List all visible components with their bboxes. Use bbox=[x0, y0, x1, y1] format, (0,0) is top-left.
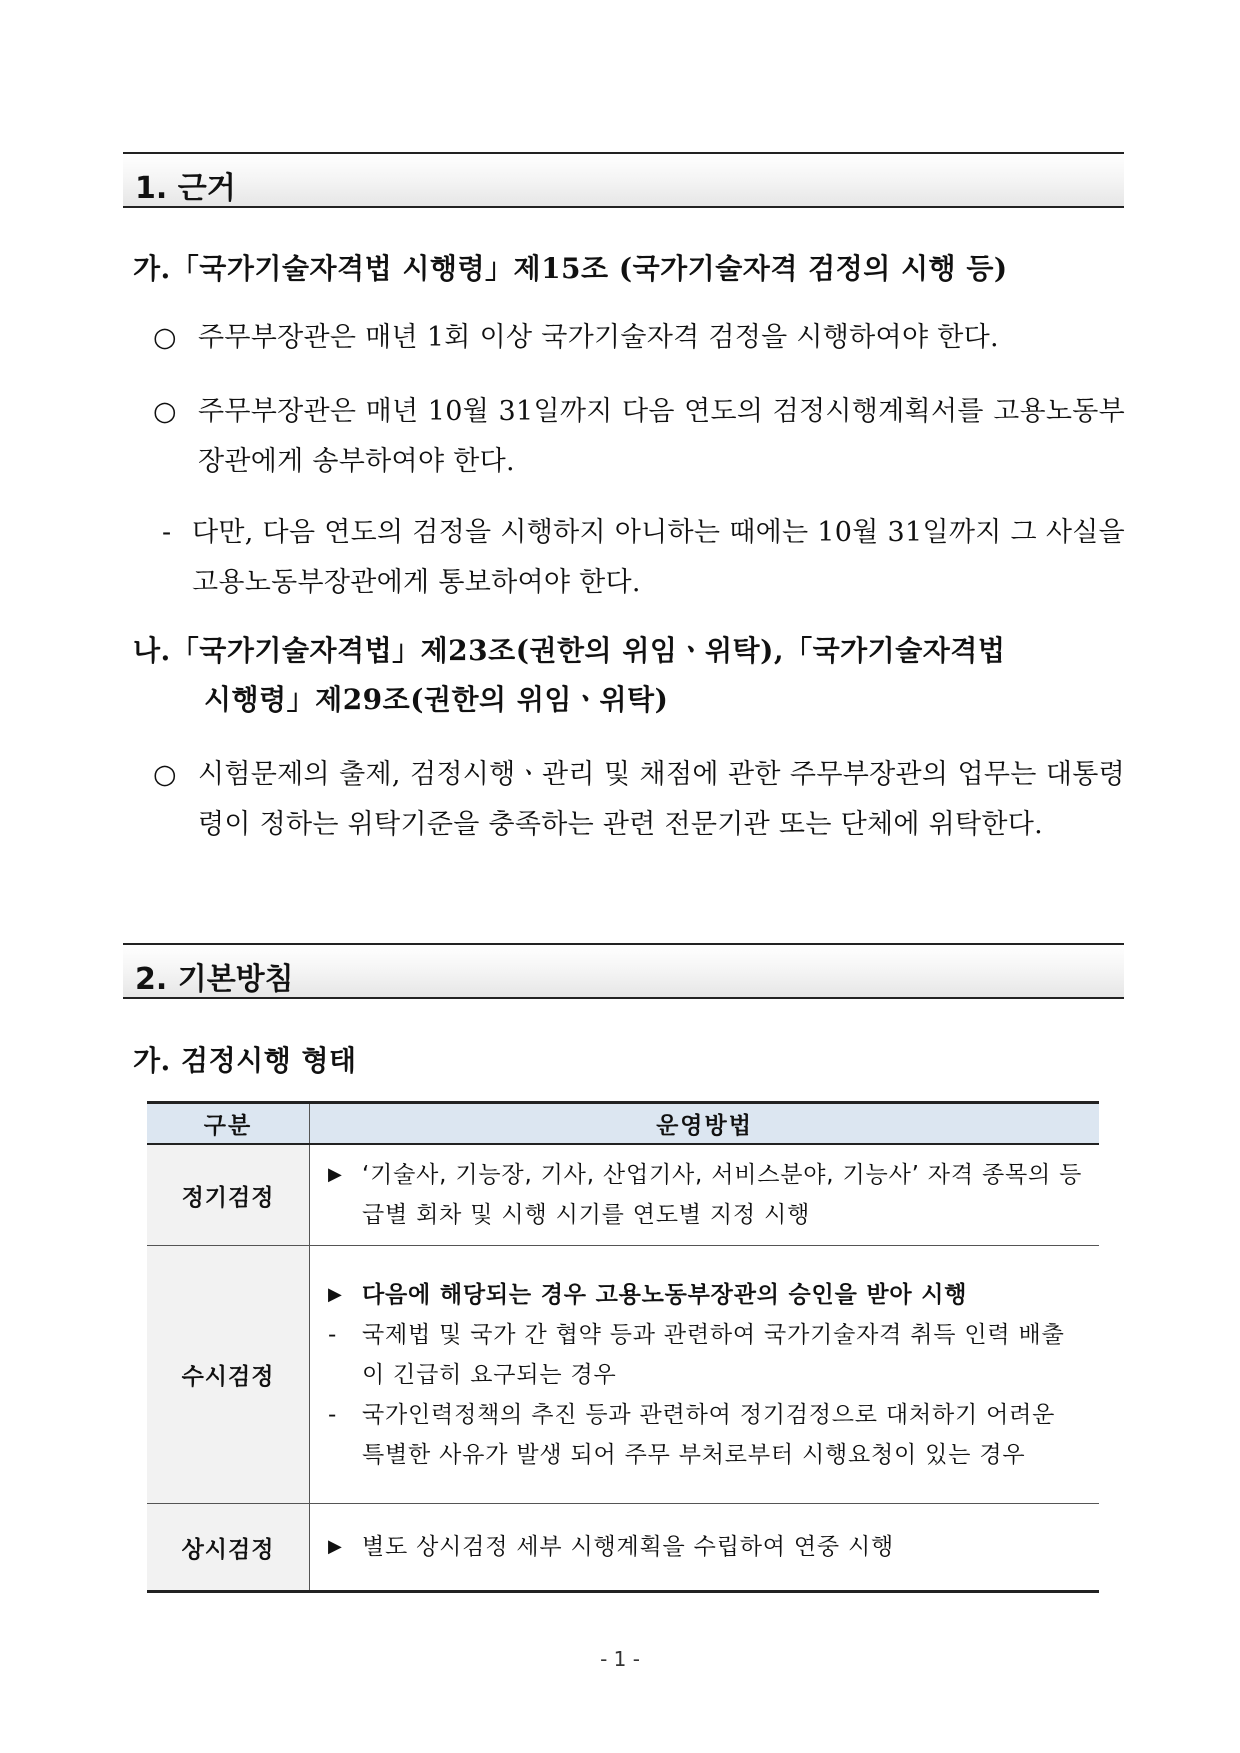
dash-item bbox=[162, 508, 1125, 608]
method-text: ‘기술사, 기능장, 기사, 산업기사, 서비스분야, 기능사’ 자격 종목의 등급별 회차 및 시행 시기를 연도별 지정 시행 bbox=[362, 1162, 1083, 1228]
bullet-item bbox=[153, 387, 1125, 487]
triangle-right-icon: ▶ bbox=[328, 1283, 343, 1305]
triangle-right-icon: ▶ bbox=[328, 1164, 343, 1185]
method-line bbox=[328, 1395, 1085, 1475]
subsection-heading: 가. 검정시행 형태 bbox=[133, 1044, 357, 1077]
method-text: 국가인력정책의 추진 등과 관련하여 정기검정으로 대처하기 어려운 특별한 사유가 발생 되어 주무 부처로부터 시행요청이 있는 경우 bbox=[362, 1401, 1056, 1468]
header-category: 구분 bbox=[147, 1103, 310, 1145]
bullet-text: 주무부장관은 매년 10월 31일까지 다음 연도의 검정시행계획서를 고용노동부장관에게 송부하여야 한다. bbox=[198, 396, 1125, 477]
subsection-heading-continued: 시행령」제29조(권한의 위임ㆍ위탁) bbox=[204, 683, 669, 716]
circle-bullet-icon: ○ bbox=[153, 759, 177, 790]
section-title: 2. 기본방침 bbox=[135, 962, 294, 997]
table-row bbox=[147, 1504, 1099, 1592]
method-line bbox=[328, 1275, 1085, 1315]
row-method bbox=[310, 1144, 1100, 1246]
section-heading-policy bbox=[123, 943, 1124, 999]
subsection-heading: 나.「국가기술자격법」제23조(권한의 위임ㆍ위탁),「국가기술자격법 bbox=[133, 634, 1006, 667]
method-line bbox=[328, 1315, 1085, 1395]
method-text: 별도 상시검정 세부 시행계획을 수립하여 연중 시행 bbox=[362, 1534, 895, 1560]
circle-bullet-icon: ○ bbox=[153, 396, 177, 427]
table-row bbox=[147, 1246, 1099, 1504]
method-line bbox=[328, 1155, 1085, 1235]
method-line bbox=[328, 1527, 1085, 1567]
dash-text: 다만, 다음 연도의 검정을 시행하지 아니하는 때에는 10월 31일까지 그 사실을 고용노동부장관에게 통보하여야 한다. bbox=[192, 517, 1125, 598]
header-method: 운영방법 bbox=[310, 1103, 1100, 1145]
dash-bullet-icon: - bbox=[162, 517, 172, 548]
row-category: 정기검정 bbox=[147, 1144, 310, 1246]
subsection-heading: 가.「국가기술자격법 시행령」제15조 (국가기술자격 검정의 시행 등) bbox=[133, 252, 1008, 285]
page-number: - 1 - bbox=[600, 1647, 640, 1671]
row-category: 상시검정 bbox=[147, 1504, 310, 1592]
bullet-item bbox=[153, 750, 1125, 850]
dash-bullet-icon: - bbox=[328, 1401, 338, 1428]
row-category: 수시검정 bbox=[147, 1246, 310, 1504]
method-text: 다음에 해당되는 경우 고용노동부장관의 승인을 받아 시행 bbox=[362, 1281, 968, 1308]
bullet-text: 주무부장관은 매년 1회 이상 국가기술자격 검정을 시행하여야 한다. bbox=[198, 322, 999, 353]
bullet-item bbox=[153, 313, 1125, 363]
table-row bbox=[147, 1144, 1099, 1246]
exam-type-table bbox=[147, 1101, 1099, 1593]
row-method bbox=[310, 1246, 1100, 1504]
section-title: 1. 근거 bbox=[135, 171, 236, 206]
circle-bullet-icon: ○ bbox=[153, 322, 177, 353]
row-method bbox=[310, 1504, 1100, 1592]
method-text: 국제법 및 국가 간 협약 등과 관련하여 국가기술자격 취득 인력 배출이 긴급히 요구되는 경우 bbox=[362, 1321, 1065, 1388]
dash-bullet-icon: - bbox=[328, 1321, 338, 1348]
table-header-row bbox=[147, 1103, 1099, 1145]
bullet-text: 시험문제의 출제, 검정시행ㆍ관리 및 채점에 관한 주무부장관의 업무는 대통령령이 정하는 위탁기준을 충족하는 관련 전문기관 또는 단체에 위탁한다. bbox=[198, 759, 1125, 840]
section-heading-basis bbox=[123, 152, 1124, 208]
triangle-right-icon: ▶ bbox=[328, 1536, 343, 1557]
